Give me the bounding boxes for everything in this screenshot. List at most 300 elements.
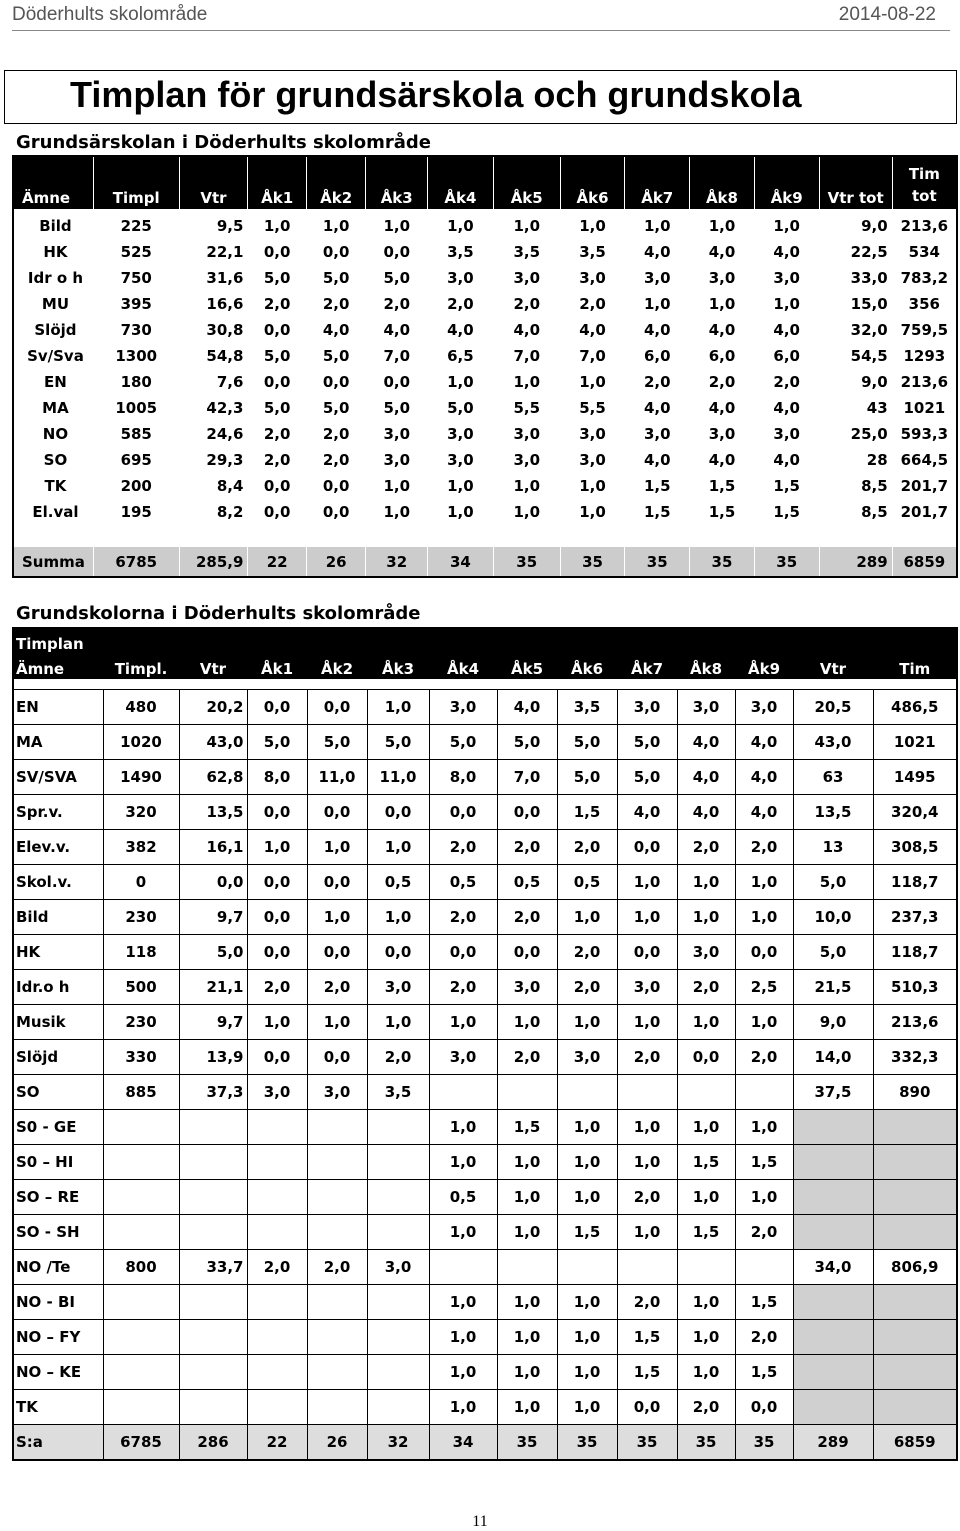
value-cell: 1,0 [493, 473, 560, 499]
value-cell: 2,0 [754, 369, 819, 395]
header-blank [557, 628, 617, 654]
value-cell: 37,5 [793, 1075, 873, 1110]
value-cell [247, 1145, 307, 1180]
value-cell: 0,0 [617, 1390, 677, 1425]
sum-cell: 6859 [892, 547, 957, 577]
table-row [13, 900, 957, 935]
value-cell [247, 1215, 307, 1250]
value-cell: 1,0 [677, 1110, 735, 1145]
value-cell: 9,7 [179, 900, 247, 935]
value-cell: 195 [93, 499, 179, 525]
value-cell: 4,0 [754, 239, 819, 265]
value-cell: 180 [93, 369, 179, 395]
value-cell: 5,0 [429, 725, 497, 760]
value-cell: 1,0 [617, 1215, 677, 1250]
value-cell: 783,2 [892, 265, 957, 291]
value-cell: 20,2 [179, 690, 247, 725]
value-cell: 5,0 [247, 725, 307, 760]
value-cell: 5,0 [557, 760, 617, 795]
value-cell: 118,7 [873, 865, 957, 900]
header-blank [793, 628, 873, 654]
value-cell: 332,3 [873, 1040, 957, 1075]
value-cell [367, 1110, 429, 1145]
value-cell: 0,0 [617, 830, 677, 865]
value-cell [429, 1075, 497, 1110]
value-cell: 4,0 [493, 317, 560, 343]
value-cell: 1,0 [366, 473, 428, 499]
value-cell: 320,4 [873, 795, 957, 830]
value-cell: 0,0 [307, 1040, 367, 1075]
value-cell: 25,0 [819, 421, 892, 447]
value-cell: 585 [93, 421, 179, 447]
value-cell: 2,0 [557, 935, 617, 970]
value-cell: 1,0 [735, 1180, 793, 1215]
subject-cell: NO [13, 421, 93, 447]
value-cell: 2,0 [306, 447, 366, 473]
value-cell: 3,0 [497, 970, 557, 1005]
spacer [13, 525, 957, 547]
value-cell: 3,0 [366, 421, 428, 447]
value-cell: 3,0 [677, 935, 735, 970]
table-row [13, 473, 957, 499]
column-header: Ämne [13, 654, 103, 679]
column-header: Åk2 [306, 156, 366, 209]
value-cell [307, 1215, 367, 1250]
subject-cell: Sv/Sva [13, 343, 93, 369]
value-cell: 1,0 [677, 1005, 735, 1040]
value-cell: 200 [93, 473, 179, 499]
value-cell: 0,5 [497, 865, 557, 900]
subject-cell: TK [13, 473, 93, 499]
value-cell: 2,5 [735, 970, 793, 1005]
value-cell: 3,0 [560, 447, 625, 473]
table-row [13, 291, 957, 317]
value-cell: 3,0 [625, 421, 690, 447]
value-cell: 4,0 [497, 690, 557, 725]
subject-cell: Musik [13, 1005, 103, 1040]
table-row [13, 1075, 957, 1110]
value-cell: 5,0 [617, 760, 677, 795]
value-cell: 1,0 [735, 900, 793, 935]
column-header: Vtr [793, 654, 873, 679]
value-cell: 14,0 [793, 1040, 873, 1075]
value-cell [617, 1250, 677, 1285]
value-cell: 201,7 [892, 473, 957, 499]
value-cell: 4,0 [677, 760, 735, 795]
value-cell: 10,0 [793, 900, 873, 935]
value-cell: 1005 [93, 395, 179, 421]
value-cell: 16,6 [179, 291, 248, 317]
value-cell: 1,5 [735, 1285, 793, 1320]
value-cell: 0,0 [366, 369, 428, 395]
value-cell: 1,5 [754, 499, 819, 525]
value-cell: 1,0 [307, 900, 367, 935]
value-cell: 1,0 [560, 473, 625, 499]
value-cell: 13,5 [179, 795, 247, 830]
value-cell: 3,0 [428, 265, 494, 291]
value-cell: 230 [103, 900, 179, 935]
value-cell: 1,0 [617, 1005, 677, 1040]
table-row [13, 317, 957, 343]
value-cell: 1,0 [367, 1005, 429, 1040]
value-cell [429, 1250, 497, 1285]
value-cell: 2,0 [428, 291, 494, 317]
table-row [13, 690, 957, 725]
value-cell [793, 1110, 873, 1145]
value-cell [873, 1180, 957, 1215]
column-header: Åk8 [677, 654, 735, 679]
value-cell: 1,0 [429, 1215, 497, 1250]
page-number: 11 [472, 1513, 488, 1530]
sum-cell: 26 [306, 547, 366, 577]
header-blank [497, 628, 557, 654]
value-cell: 7,6 [179, 369, 248, 395]
value-cell: 4,0 [754, 447, 819, 473]
value-cell [247, 1110, 307, 1145]
grundskola-table [12, 627, 958, 1461]
value-cell: 22,1 [179, 239, 248, 265]
value-cell: 2,0 [248, 447, 306, 473]
value-cell: 593,3 [892, 421, 957, 447]
sum-cell: 26 [307, 1425, 367, 1461]
value-cell: 1,5 [754, 473, 819, 499]
value-cell [307, 1110, 367, 1145]
header-blank [429, 628, 497, 654]
header-left: Döderhults skolområde [12, 4, 208, 25]
value-cell: 8,5 [819, 499, 892, 525]
value-cell: 1,5 [625, 499, 690, 525]
value-cell: 1293 [892, 343, 957, 369]
value-cell: 3,0 [428, 447, 494, 473]
table-row [13, 1390, 957, 1425]
value-cell: 22,5 [819, 239, 892, 265]
column-header: Åk7 [625, 156, 690, 209]
value-cell [793, 1390, 873, 1425]
column-header: Åk4 [428, 156, 494, 209]
sum-cell: 35 [690, 547, 755, 577]
value-cell: 3,0 [367, 1250, 429, 1285]
value-cell: 759,5 [892, 317, 957, 343]
value-cell: 1,0 [625, 209, 690, 239]
column-header: Timpl. [103, 654, 179, 679]
value-cell: 43,0 [793, 725, 873, 760]
value-cell: 0,0 [366, 239, 428, 265]
value-cell [247, 1355, 307, 1390]
value-cell [735, 1075, 793, 1110]
value-cell: 730 [93, 317, 179, 343]
value-cell: 5,5 [493, 395, 560, 421]
value-cell [367, 1215, 429, 1250]
sum-cell: 35 [557, 1425, 617, 1461]
value-cell: 1,5 [677, 1215, 735, 1250]
value-cell: 5,0 [248, 395, 306, 421]
value-cell: 33,7 [179, 1250, 247, 1285]
value-cell: 0,0 [677, 1040, 735, 1075]
value-cell: 1,0 [754, 291, 819, 317]
value-cell: 4,0 [690, 239, 755, 265]
value-cell: 1,5 [557, 1215, 617, 1250]
value-cell: 0,0 [248, 239, 306, 265]
table-row [13, 209, 957, 239]
value-cell: 2,0 [248, 291, 306, 317]
value-cell: 0,0 [307, 865, 367, 900]
value-cell: 1,0 [367, 690, 429, 725]
value-cell: 1,0 [497, 1390, 557, 1425]
value-cell: 4,0 [306, 317, 366, 343]
value-cell: 1,0 [625, 291, 690, 317]
column-header: Åk5 [497, 654, 557, 679]
value-cell: 2,0 [557, 970, 617, 1005]
value-cell [307, 1320, 367, 1355]
value-cell: 0,0 [429, 795, 497, 830]
value-cell: 9,7 [179, 1005, 247, 1040]
value-cell: 43 [819, 395, 892, 421]
sum-cell: 35 [497, 1425, 557, 1461]
value-cell: 5,0 [366, 395, 428, 421]
value-cell: 2,0 [497, 1040, 557, 1075]
column-header: Åk6 [560, 156, 625, 209]
value-cell [179, 1215, 247, 1250]
table-row [13, 447, 957, 473]
value-cell: 330 [103, 1040, 179, 1075]
value-cell: 0,0 [367, 935, 429, 970]
value-cell: 1,0 [735, 1110, 793, 1145]
value-cell: 3,0 [493, 265, 560, 291]
subject-cell: El.val [13, 499, 93, 525]
value-cell: 1,0 [690, 291, 755, 317]
sum-cell: 286 [179, 1425, 247, 1461]
value-cell [247, 1320, 307, 1355]
value-cell: 4,0 [625, 447, 690, 473]
value-cell: 213,6 [892, 369, 957, 395]
sum-cell: 285,9 [179, 547, 248, 577]
subject-cell: NO – FY [13, 1320, 103, 1355]
value-cell: 2,0 [247, 1250, 307, 1285]
table-row [13, 265, 957, 291]
value-cell: 2,0 [677, 1390, 735, 1425]
value-cell: 750 [93, 265, 179, 291]
value-cell: 4,0 [754, 395, 819, 421]
value-cell: 1300 [93, 343, 179, 369]
value-cell: 37,3 [179, 1075, 247, 1110]
value-cell: 1,0 [497, 1215, 557, 1250]
value-cell [793, 1180, 873, 1215]
value-cell [103, 1180, 179, 1215]
value-cell: 0,0 [367, 795, 429, 830]
value-cell: 1,5 [677, 1145, 735, 1180]
value-cell [103, 1110, 179, 1145]
value-cell [179, 1320, 247, 1355]
value-cell: 395 [93, 291, 179, 317]
value-cell: 2,0 [429, 970, 497, 1005]
value-cell: 13 [793, 830, 873, 865]
value-cell: 1,0 [557, 1390, 617, 1425]
value-cell: 2,0 [307, 970, 367, 1005]
table-header-row [13, 654, 957, 679]
value-cell: 3,0 [429, 1040, 497, 1075]
table-header-top-row [13, 628, 957, 654]
sum-label: Summa [13, 547, 93, 577]
subject-cell: HK [13, 239, 93, 265]
value-cell: 0,0 [247, 795, 307, 830]
value-cell: 534 [892, 239, 957, 265]
value-cell: 4,0 [617, 795, 677, 830]
header-blank [873, 628, 957, 654]
value-cell: 1,5 [690, 473, 755, 499]
value-cell: 3,0 [754, 265, 819, 291]
subject-cell: HK [13, 935, 103, 970]
table-row [13, 1250, 957, 1285]
value-cell [307, 1285, 367, 1320]
value-cell: 1,0 [429, 1005, 497, 1040]
value-cell: 3,0 [557, 1040, 617, 1075]
value-cell [367, 1355, 429, 1390]
value-cell: 9,0 [793, 1005, 873, 1040]
value-cell: 20,5 [793, 690, 873, 725]
value-cell: 4,0 [754, 317, 819, 343]
value-cell [307, 1180, 367, 1215]
subject-cell: NO - BI [13, 1285, 103, 1320]
value-cell: 33,0 [819, 265, 892, 291]
value-cell: 8,4 [179, 473, 248, 499]
value-cell: 34,0 [793, 1250, 873, 1285]
table-row [13, 865, 957, 900]
value-cell: 0,0 [248, 369, 306, 395]
value-cell: 2,0 [557, 830, 617, 865]
value-cell: 890 [873, 1075, 957, 1110]
column-header: Vtr tot [819, 156, 892, 209]
value-cell: 1,0 [429, 1390, 497, 1425]
sum-cell: 32 [366, 547, 428, 577]
value-cell: 213,6 [873, 1005, 957, 1040]
value-cell: 1,0 [557, 1110, 617, 1145]
value-cell: 2,0 [735, 1215, 793, 1250]
header-blank [367, 628, 429, 654]
value-cell: 1,5 [557, 795, 617, 830]
value-cell: 3,0 [690, 265, 755, 291]
value-cell: 0 [103, 865, 179, 900]
spacer [13, 679, 957, 690]
value-cell: 1495 [873, 760, 957, 795]
value-cell: 1,0 [307, 1005, 367, 1040]
value-cell: 7,0 [366, 343, 428, 369]
value-cell: 0,0 [497, 935, 557, 970]
subject-cell: Slöjd [13, 1040, 103, 1075]
value-cell: 1,0 [497, 1005, 557, 1040]
value-cell: 54,8 [179, 343, 248, 369]
value-cell: 1,5 [690, 499, 755, 525]
value-cell: 308,5 [873, 830, 957, 865]
value-cell: 0,5 [557, 865, 617, 900]
value-cell: 5,0 [306, 343, 366, 369]
value-cell: 7,0 [497, 760, 557, 795]
value-cell: 1,0 [735, 1005, 793, 1040]
subject-cell: EN [13, 369, 93, 395]
spacer-row [13, 679, 957, 690]
column-header: Vtr [179, 156, 248, 209]
table-row [13, 830, 957, 865]
column-header: Ämne [13, 156, 93, 209]
value-cell [367, 1320, 429, 1355]
subject-cell: MA [13, 395, 93, 421]
header-blank [617, 628, 677, 654]
value-cell: 1,0 [557, 1180, 617, 1215]
value-cell: 2,0 [248, 421, 306, 447]
table-row [13, 1145, 957, 1180]
value-cell: 4,0 [677, 795, 735, 830]
value-cell: 1,0 [366, 499, 428, 525]
table-row [13, 970, 957, 1005]
value-cell: 1,0 [367, 900, 429, 935]
value-cell [793, 1355, 873, 1390]
value-cell: 21,5 [793, 970, 873, 1005]
header-blank [247, 628, 307, 654]
value-cell: 1,0 [557, 1320, 617, 1355]
table-row [13, 421, 957, 447]
subject-cell: SO [13, 447, 93, 473]
value-cell: 5,0 [306, 395, 366, 421]
value-cell: 213,6 [892, 209, 957, 239]
subject-cell: EN [13, 690, 103, 725]
column-header: Tim [873, 654, 957, 679]
sum-cell: 22 [248, 547, 306, 577]
value-cell: 1,0 [429, 1320, 497, 1355]
subject-cell: Idr o h [13, 265, 93, 291]
value-cell: 0,0 [306, 499, 366, 525]
value-cell: 3,5 [428, 239, 494, 265]
value-cell: 2,0 [560, 291, 625, 317]
value-cell: 1,0 [493, 209, 560, 239]
value-cell: 230 [103, 1005, 179, 1040]
value-cell: 118 [103, 935, 179, 970]
sum-cell: 289 [793, 1425, 873, 1461]
value-cell [793, 1320, 873, 1355]
subject-cell: Bild [13, 900, 103, 935]
value-cell: 5,0 [179, 935, 247, 970]
value-cell: 8,5 [819, 473, 892, 499]
value-cell: 1021 [892, 395, 957, 421]
value-cell: 6,0 [690, 343, 755, 369]
value-cell: 30,8 [179, 317, 248, 343]
value-cell: 1,0 [367, 830, 429, 865]
table-row [13, 1320, 957, 1355]
value-cell [179, 1355, 247, 1390]
table-header-row [13, 156, 957, 209]
value-cell: 3,0 [247, 1075, 307, 1110]
value-cell: 1,0 [497, 1180, 557, 1215]
value-cell: 3,0 [625, 265, 690, 291]
sum-row [13, 1425, 957, 1461]
value-cell: 1,0 [428, 499, 494, 525]
value-cell: 2,0 [306, 291, 366, 317]
table-row [13, 1355, 957, 1390]
value-cell: 8,0 [247, 760, 307, 795]
value-cell: 0,0 [306, 473, 366, 499]
value-cell: 0,0 [248, 317, 306, 343]
value-cell: 2,0 [617, 1285, 677, 1320]
value-cell: 4,0 [625, 317, 690, 343]
value-cell: 7,0 [560, 343, 625, 369]
value-cell: 4,0 [560, 317, 625, 343]
value-cell: 0,0 [247, 865, 307, 900]
value-cell [677, 1075, 735, 1110]
table-row [13, 760, 957, 795]
value-cell [247, 1285, 307, 1320]
table-row [13, 795, 957, 830]
value-cell [677, 1250, 735, 1285]
value-cell: 1020 [103, 725, 179, 760]
section2-heading: Grundskolorna i Döderhults skolområde [16, 603, 421, 624]
